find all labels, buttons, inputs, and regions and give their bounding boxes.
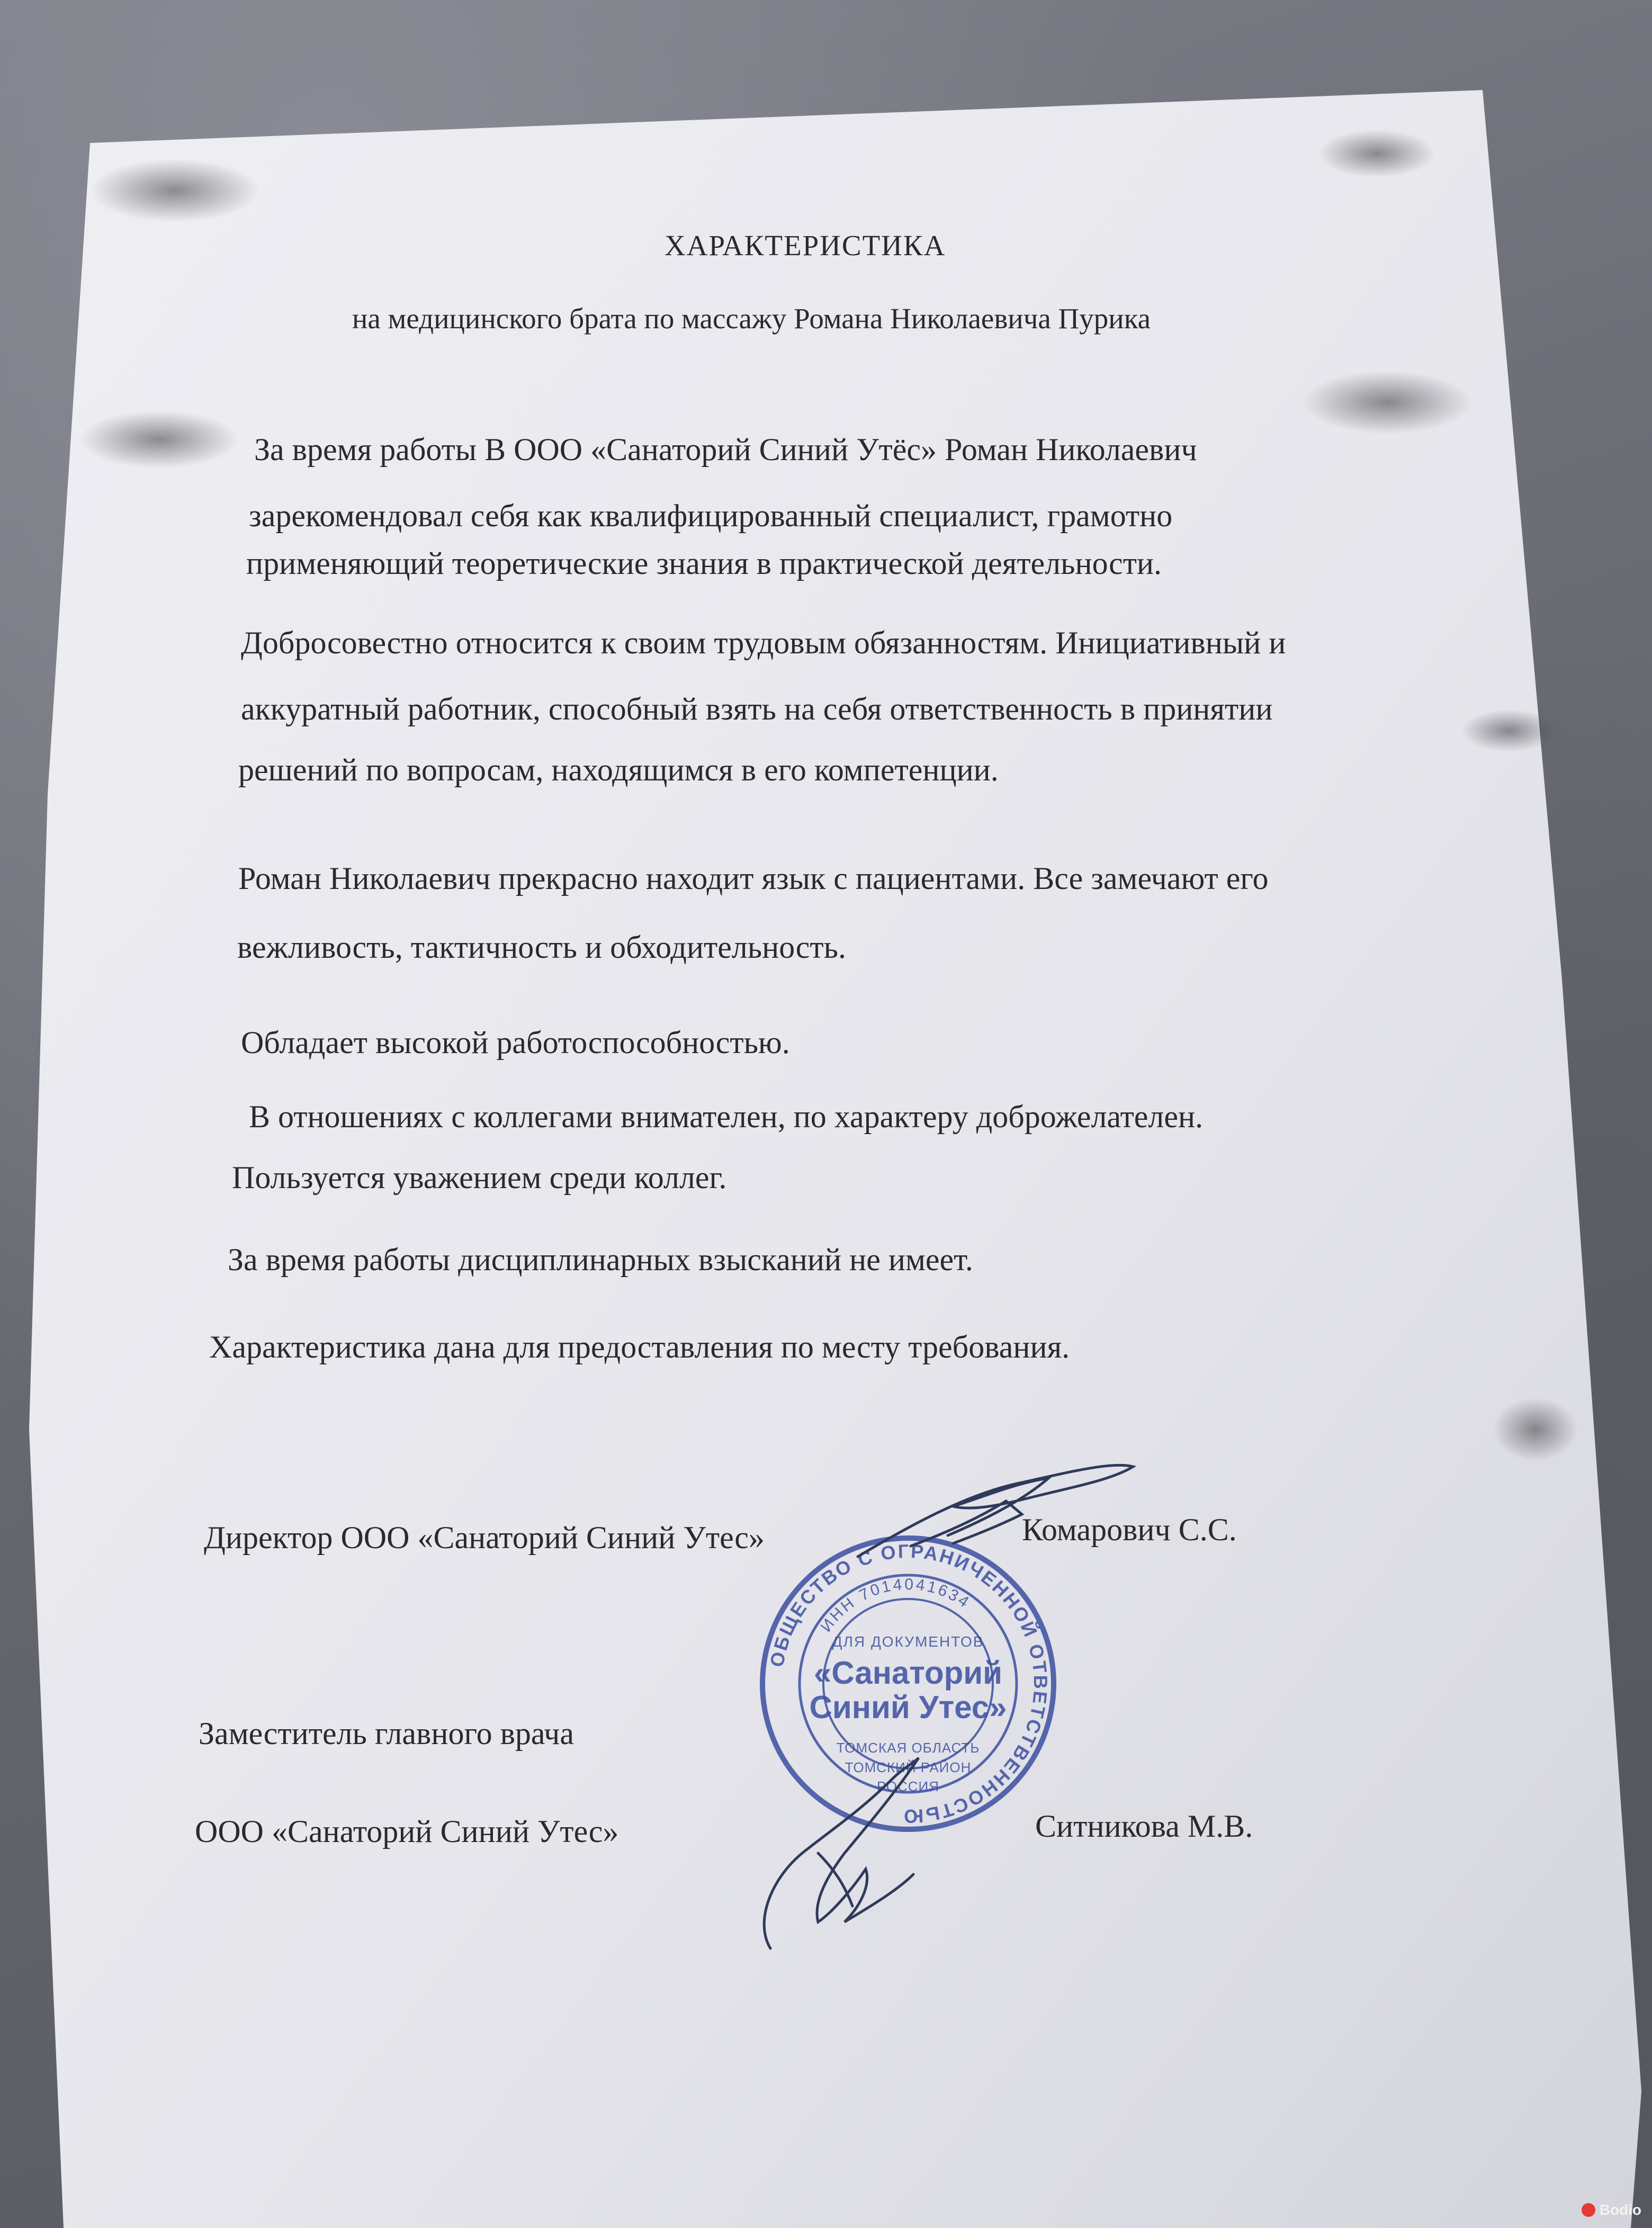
watermark bbox=[1582, 2202, 1641, 2218]
paragraph-1-line-1: За время работы В ООО «Санаторий Синий Утёс» Роман Николаевич bbox=[254, 432, 1197, 467]
director-signature bbox=[847, 1451, 1144, 1567]
paragraph-1-line-3: применяющий теоретические знания в практической деятельности. bbox=[246, 546, 1162, 581]
deputy-title-line-1: Заместитель главного врача bbox=[199, 1716, 574, 1751]
stamp-ring-text: ОБЩЕСТВО С ОГРАНИЧЕННОЙ ОТВЕТСТВЕННОСТЬЮ bbox=[765, 1540, 1052, 1828]
paragraph-2-line-1: Добросовестно относится к своим трудовым обязанностям. Инициативный и bbox=[241, 625, 1286, 660]
paragraph-7: Характеристика дана для предоставления по месту требования. bbox=[209, 1329, 1070, 1364]
deputy-signature bbox=[739, 1747, 961, 1959]
stamp-country: РОССИЯ bbox=[876, 1778, 940, 1794]
paragraph-5-line-1: В отношениях с коллегами внимателен, по характеру доброжелателен. bbox=[249, 1099, 1204, 1134]
document-title: ХАРАКТЕРИСТИКА bbox=[665, 229, 946, 262]
deputy-name: Ситникова М.В. bbox=[1035, 1809, 1253, 1844]
paragraph-1-line-2: зарекомендовал себя как квалифицированный специалист, грамотно bbox=[249, 498, 1173, 533]
paragraph-6: За время работы дисциплинарных взысканий не имеет. bbox=[228, 1242, 973, 1277]
stamp-district: ТОМСКИЙ РАЙОН bbox=[845, 1759, 972, 1775]
logo-dot-icon bbox=[1582, 2203, 1595, 2217]
document-subtitle: на медицинского брата по массажу Романа Николаевича Пурика bbox=[352, 302, 1151, 335]
paragraph-5-line-2: Пользуется уважением среди коллег. bbox=[232, 1160, 727, 1195]
stamp-region: ТОМСКАЯ ОБЛАСТЬ bbox=[836, 1740, 980, 1756]
paragraph-2-line-3: решений по вопросам, находящимся в его компетенции. bbox=[238, 752, 999, 787]
director-name: Комарович С.С. bbox=[1022, 1512, 1237, 1547]
paragraph-2-line-2: аккуратный работник, способный взять на себя ответственность в принятии bbox=[241, 691, 1273, 726]
stamp-name-line-2: Синий Утес» bbox=[809, 1690, 1007, 1725]
svg-text:ИНН 7014041634 bbox=[817, 1576, 973, 1636]
director-title: Директор ООО «Санаторий Синий Утес» bbox=[204, 1520, 765, 1555]
paragraph-4: Обладает высокой работоспособностью. bbox=[241, 1025, 790, 1060]
deputy-title-line-2: ООО «Санаторий Синий Утес» bbox=[195, 1814, 619, 1849]
watermark-label: Bodio bbox=[1599, 2202, 1641, 2218]
paragraph-3-line-1: Роман Николаевич прекрасно находит язык с пациентами. Все замечают его bbox=[238, 861, 1269, 896]
stamp-name-line-1: «Санаторий bbox=[813, 1655, 1003, 1691]
paragraph-3-line-2: вежливость, тактичность и обходительность. bbox=[237, 930, 846, 965]
stamp-for-documents: ДЛЯ ДОКУМЕНТОВ bbox=[832, 1633, 984, 1650]
stamp-inn: ИНН 7014041634 bbox=[817, 1575, 974, 1636]
